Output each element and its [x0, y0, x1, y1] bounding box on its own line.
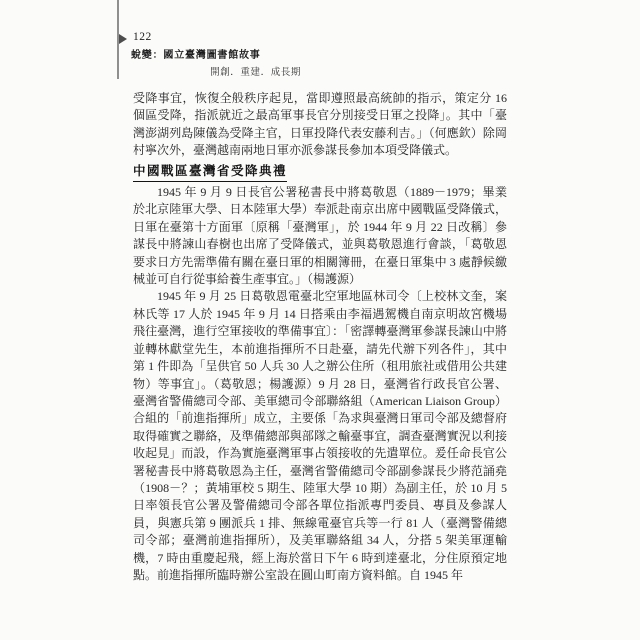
- page-number: 122: [133, 31, 152, 43]
- paragraph-continuation: 受降事宜，恢復全般秩序起見，當即遵照最高統帥的指示，策定分 16 個區受降，指派就近之最高軍事長官分別接受日軍之投降」。其中「臺灣澎湖列島陳儀為受降主官，日軍投降代表安藤利吉。」（何應欽）除岡村寧次外，臺灣越南兩地日軍亦派參謀長參加本項受降儀式。: [133, 91, 507, 158]
- paragraph-3: 1945 年 9 月 25 日葛敬恩電臺北空軍地區林司令〔上校林文奎，案林氏等 17 人於 1945 年 9 月 14 日搭乘由李福遇駕機自南京明故宮機場飛往臺灣，進行空軍接收的準備事宜〕：「密譯轉臺灣軍參謀長諫山中將並轉林獻堂先生，本前進指揮所不日赴臺，請先代辦下列各件」，其中第 1 件即為「呈供官 50 人兵 30 人之辦公住所（租用旅社或借用公共建物）等事宜」。（葛敬恩；楊護源）9 月 28 日，臺灣省行政長官公署、臺灣省警備總司令部、美軍總司令部聯絡組（American Liaison Group）合組的「前進指揮所」成立，主要係「為求與臺灣日軍司令部及總督府取得確實之聯絡，及準備總部與部隊之輸臺事宜，調查臺灣實況以利接收起見」而設，作為實施臺灣軍事占領接收的先遣單位。爰任命長官公署秘書長中將葛敬恩為主任，臺灣省警備總司令部副參謀長少將范誦堯（1908－？；黃埔軍校 5 期生、陸軍大學 10 期）為副主任，於 10 月 5 日率領長官公署及警備總司令部各單位指派專門委員、專員及參謀人員，與憲兵第 9 團派兵 1 排、無線電臺官兵等一行 81 人（臺灣警備總司令部；臺灣前進指揮所），及美軍聯絡組 34 人，分搭 5 架美軍運輸機，7 時由重慶起飛，經上海於當日下午 6 時到達臺北，分住原預定地點。前進指揮所臨時辦公室設在圓山町南方資料館。自 1945 年: [133, 289, 507, 582]
- paragraph-2: 1945 年 9 月 9 日長官公署秘書長中將葛敬恩（1889－1979；畢業於北京陸軍大學、日本陸軍大學）奉派赴南京出席中國戰區受降儀式，日軍在臺第十方面軍〔原稱「臺灣軍」，於 1944 年 9 月 22 日改稱〕參謀長中將諫山春樹也出席了受降儀式，並與葛敬恩進行會談，「葛敬恩要求日方先需準備有關在臺日軍的相關簿冊，在臺日軍集中 3 處靜候繳械並可自行從事給養生產事宜。」（楊護源）: [133, 185, 507, 287]
- body-text: [133, 90, 507, 584]
- running-header: [131, 46, 301, 78]
- section-heading: [133, 163, 507, 182]
- section-heading-text: 中國戰區臺灣省受降典禮: [133, 163, 287, 182]
- book-title: 蛻變：國立臺灣圖書館故事: [131, 50, 261, 61]
- page-marker-icon: [119, 34, 127, 44]
- book-subtitle: 開創．重建．成長期: [210, 67, 301, 78]
